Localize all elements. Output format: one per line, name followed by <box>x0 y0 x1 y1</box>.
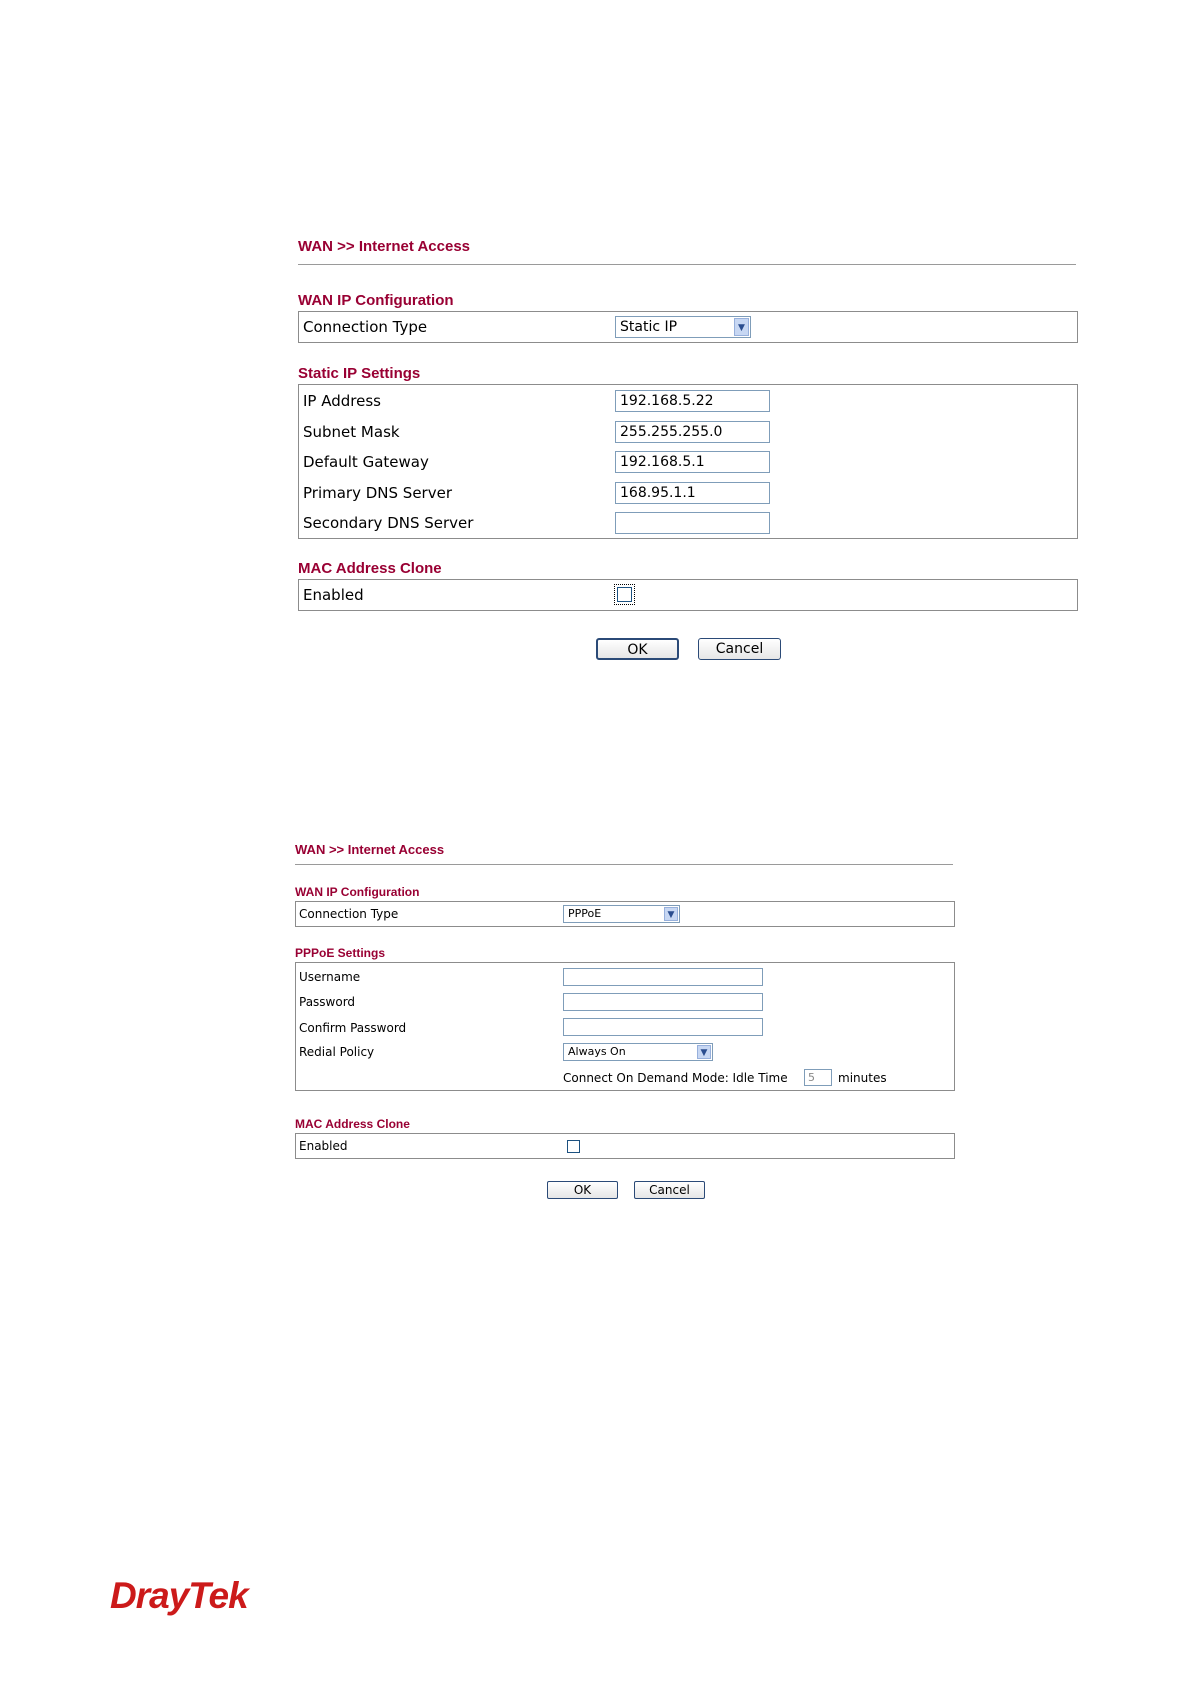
secondary-dns-label: Secondary DNS Server <box>303 514 474 532</box>
static-ip-settings-title: Static IP Settings <box>298 365 421 382</box>
connection-type-label: Connection Type <box>303 318 428 336</box>
connection-type-value: Static IP <box>620 319 678 335</box>
secondary-dns-input[interactable] <box>615 512 770 534</box>
password-input[interactable] <box>563 993 763 1011</box>
chevron-down-icon[interactable]: ▼ <box>697 1045 711 1059</box>
static-ip-panel <box>298 238 1078 658</box>
username-label: Username <box>299 970 361 984</box>
primary-dns-input[interactable]: 168.95.1.1 <box>615 482 770 504</box>
subnet-mask-input[interactable]: 255.255.255.0 <box>615 421 770 443</box>
cancel-button[interactable]: Cancel <box>634 1181 705 1199</box>
chevron-down-icon[interactable]: ▼ <box>664 907 678 921</box>
idle-time-unit: minutes <box>838 1071 887 1085</box>
connection-type-select[interactable] <box>563 905 680 923</box>
wan-ip-config-title: WAN IP Configuration <box>298 292 454 309</box>
primary-dns-label: Primary DNS Server <box>303 484 452 502</box>
password-label: Password <box>299 995 356 1009</box>
static-ip-settings-box <box>298 384 1078 539</box>
wan-ip-config-box <box>298 311 1078 343</box>
pppoe-settings-box <box>295 962 955 1091</box>
pppoe-settings-title: PPPoE Settings <box>295 946 386 960</box>
chevron-down-icon[interactable]: ▼ <box>734 318 749 336</box>
connection-type-value: PPPoE <box>568 907 602 920</box>
redial-policy-select[interactable] <box>563 1043 713 1061</box>
ok-button[interactable]: OK <box>596 638 679 660</box>
idle-time-input[interactable]: 5 <box>804 1069 832 1086</box>
confirm-password-input[interactable] <box>563 1018 763 1036</box>
default-gateway-label: Default Gateway <box>303 453 429 471</box>
redial-policy-label: Redial Policy <box>299 1045 375 1059</box>
ip-address-label: IP Address <box>303 392 381 410</box>
wan-ip-config-title: WAN IP Configuration <box>295 885 420 899</box>
connection-type-label: Connection Type <box>299 907 399 921</box>
mac-clone-checkbox[interactable] <box>567 1140 580 1153</box>
mac-clone-enabled-label: Enabled <box>303 586 364 604</box>
pppoe-panel <box>295 842 955 1202</box>
mac-clone-enabled-label: Enabled <box>299 1139 348 1153</box>
ok-button[interactable]: OK <box>547 1181 618 1199</box>
connect-on-demand-label: Connect On Demand Mode: Idle Time <box>563 1071 788 1085</box>
mac-clone-box <box>295 1133 955 1159</box>
divider <box>298 264 1076 265</box>
breadcrumb: WAN >> Internet Access <box>295 842 445 857</box>
confirm-password-label: Confirm Password <box>299 1021 407 1035</box>
cancel-button[interactable]: Cancel <box>698 638 781 660</box>
breadcrumb: WAN >> Internet Access <box>298 238 471 255</box>
ip-address-input[interactable]: 192.168.5.22 <box>615 390 770 412</box>
mac-clone-title: MAC Address Clone <box>298 560 442 577</box>
draytek-logo: DrayTek <box>110 1575 248 1616</box>
divider <box>295 864 953 865</box>
mac-clone-title: MAC Address Clone <box>295 1117 410 1131</box>
mac-clone-checkbox[interactable] <box>617 587 632 602</box>
default-gateway-input[interactable]: 192.168.5.1 <box>615 451 770 473</box>
wan-ip-config-box <box>295 901 955 927</box>
redial-policy-value: Always On <box>568 1045 626 1058</box>
username-input[interactable] <box>563 968 763 986</box>
subnet-mask-label: Subnet Mask <box>303 423 400 441</box>
mac-clone-box <box>298 579 1078 611</box>
connection-type-select[interactable] <box>615 316 751 338</box>
